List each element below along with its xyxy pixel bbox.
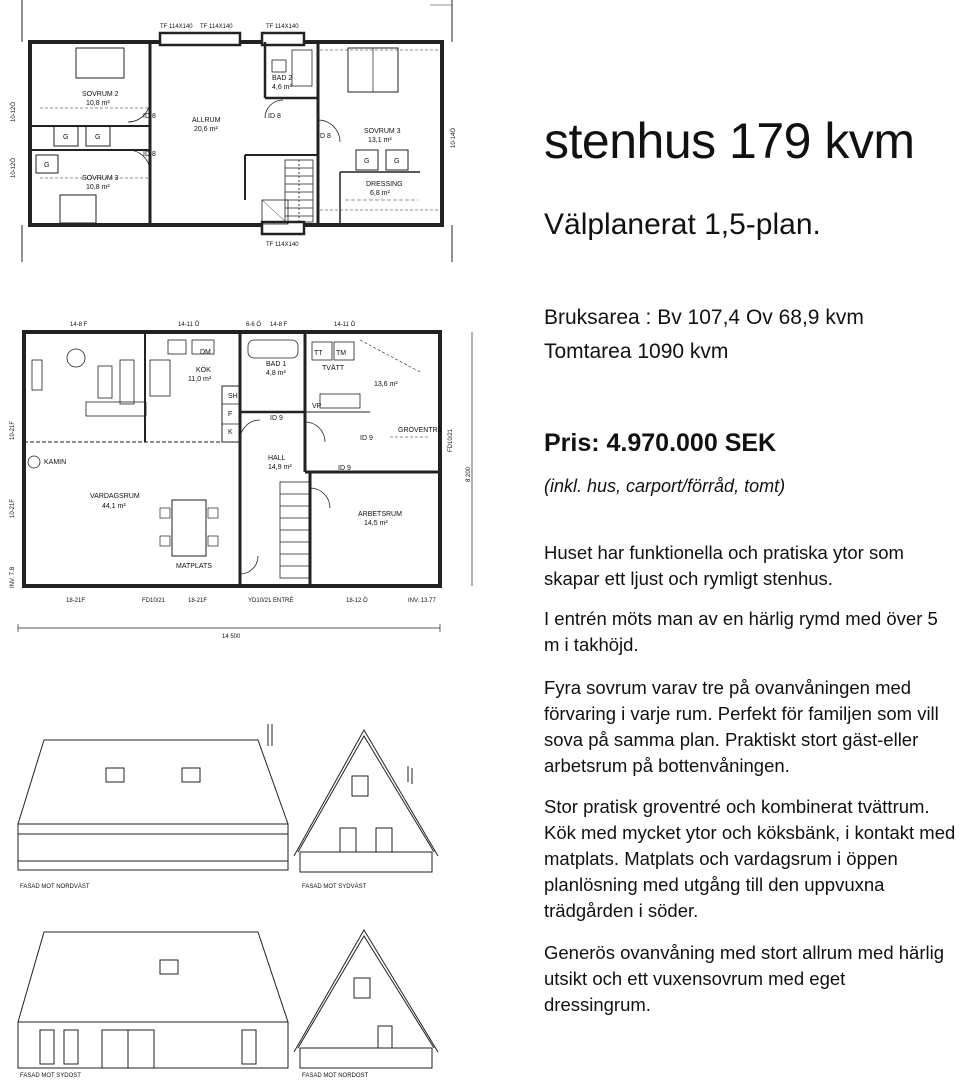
door-label: ID 9 xyxy=(338,465,351,472)
door-label: ID 8 xyxy=(143,113,156,120)
room-name: HALL xyxy=(268,455,286,462)
fixture-label: K xyxy=(228,429,233,436)
description-paragraph: I entrén möts man av en härlig rymd med över 5 m i takhöjd. xyxy=(544,608,938,655)
fixture-label: TT xyxy=(314,350,323,357)
room-name: KÖK xyxy=(196,367,211,374)
room-name: SOVRUM 3 xyxy=(364,128,401,135)
overall-width: 14 500 xyxy=(222,634,241,640)
room-area: 6,8 m² xyxy=(370,190,390,197)
side-dim: 8 200 xyxy=(466,466,472,482)
facade-caption: FASAD MOT NORDOST xyxy=(302,1073,369,1079)
facade-nordvast xyxy=(10,716,300,896)
page-title: stenhus 179 kvm xyxy=(544,113,915,169)
room-name: SOVRUM 2 xyxy=(82,91,119,98)
room-area: 10,8 m² xyxy=(86,184,110,191)
door-label: ID 9 xyxy=(270,415,283,422)
window-label: TF 114X140 xyxy=(266,24,299,30)
facade-caption: FASAD MOT SYDOST xyxy=(20,1073,81,1079)
room-name: ARBETSRUM xyxy=(358,511,402,518)
wardrobe-label: G xyxy=(364,158,370,165)
room-name: DRESSING xyxy=(366,181,403,188)
wardrobe-label: G xyxy=(394,158,400,165)
window-label: 14-8 F xyxy=(270,322,288,328)
plot-area: Tomtarea 1090 kvm xyxy=(544,340,729,363)
window-label: 18-21F xyxy=(66,598,86,604)
side-dim: INV. 7.8 xyxy=(10,566,16,588)
page-subtitle: Välplanerat 1,5-plan. xyxy=(544,208,821,241)
room-area: 4,8 m² xyxy=(266,370,286,377)
price-note: (inkl. hus, carport/förråd, tomt) xyxy=(544,476,786,496)
side-dim: FD10/21 xyxy=(448,428,454,452)
room-name: SOVRUM 3 xyxy=(82,175,119,182)
room-name: BAD 1 xyxy=(266,361,287,368)
side-dim: 10-21F xyxy=(10,420,16,440)
side-dim: 10-12Ö xyxy=(11,157,17,178)
window-label: TF 114X140 xyxy=(160,24,193,30)
room-area: 14,5 m² xyxy=(364,520,388,527)
description-paragraph: Generös ovanvåning med stort allrum med härlig utsikt och ett vuxensovrum med eget dressingrum. xyxy=(544,942,944,1015)
room-area: 11,0 m² xyxy=(188,376,212,383)
facade-caption: FASAD MOT SYDVÄST xyxy=(302,884,367,890)
window-label: 18-12 Ö xyxy=(346,598,368,604)
facade-nordost xyxy=(292,926,442,1080)
room-name: KAMIN xyxy=(44,459,67,466)
window-label: YD10/21 ENTRÉ xyxy=(248,598,294,604)
description-paragraph: Huset har funktionella och pratiska ytor som skapar ett ljust och rymligt stenhus. xyxy=(544,542,904,589)
fixture-label: TM xyxy=(336,350,347,357)
facade-sydvast xyxy=(292,716,442,896)
window-label: FD10/21 xyxy=(142,598,166,604)
fixture-label: SH xyxy=(228,393,238,400)
window-label: 14-11 Ö xyxy=(178,322,200,328)
fixture-label: VP xyxy=(312,403,322,410)
upper-floor-plan xyxy=(0,0,470,262)
living-area: Bruksarea : Bv 107,4 Ov 68,9 kvm xyxy=(544,306,864,329)
room-area: 44,1 m² xyxy=(102,503,126,510)
door-label: ID 9 xyxy=(360,435,373,442)
room-name: TVÄTT xyxy=(322,365,345,372)
room-area: 4,6 m² xyxy=(272,84,292,91)
side-dim: 10-21F xyxy=(10,498,16,518)
room-area: 13,6 m² xyxy=(374,381,398,388)
window-label: TF 114X140 xyxy=(200,24,233,30)
facade-caption: FASAD MOT NORDVÄST xyxy=(20,884,90,890)
door-label: ID 8 xyxy=(318,133,331,140)
description-paragraph: Stor pratisk groventré och kombinerat tvättrum. Kök med mycket ytor och köksbänk, i kontakt med matplats. Matplats och vardagsrum i öppen planlösning med utgång till den uppvuxna trädgården i söder. xyxy=(544,796,956,921)
room-area: 14,9 m² xyxy=(268,464,292,471)
room-name: BAD 2 xyxy=(272,75,293,82)
room-area: 13,1 m² xyxy=(368,137,392,144)
description-paragraph: Fyra sovrum varav tre på ovanvåningen med förvaring i varje rum. Perfekt för familjen som vill sova på samma plan. Praktiskt stort gäst-eller arbetsrum på bottenvåningen. xyxy=(544,677,939,776)
fixture-label: DM xyxy=(200,349,211,356)
wardrobe-label: G xyxy=(63,134,69,141)
fixture-label: F xyxy=(228,411,233,418)
door-label: ID 8 xyxy=(143,151,156,158)
lower-floor-plan xyxy=(0,312,480,642)
room-area: 20,6 m² xyxy=(194,126,218,133)
window-label: 18-21F xyxy=(188,598,208,604)
facade-sydost xyxy=(10,926,300,1080)
price: Pris: 4.970.000 SEK xyxy=(544,429,777,457)
room-name: MATPLATS xyxy=(176,563,212,570)
wardrobe-label: G xyxy=(44,162,50,169)
room-name: VARDAGSRUM xyxy=(90,493,140,500)
side-dim: 10-12Ö xyxy=(11,101,17,122)
room-name: ALLRUM xyxy=(192,117,221,124)
side-dim: INV. 13.77 xyxy=(408,598,436,604)
door-label: ID 8 xyxy=(268,113,281,120)
window-label: 6-6 Ö xyxy=(246,322,262,328)
window-label: 14-11 Ö xyxy=(334,322,356,328)
window-label: TF 114X140 xyxy=(266,242,299,248)
window-label: 14-8 F xyxy=(70,322,88,328)
wardrobe-label: G xyxy=(95,134,101,141)
room-name: GROVENTRÉ xyxy=(398,427,443,434)
room-area: 10,8 m² xyxy=(86,100,110,107)
side-dim: 10-14Ö xyxy=(451,127,457,148)
